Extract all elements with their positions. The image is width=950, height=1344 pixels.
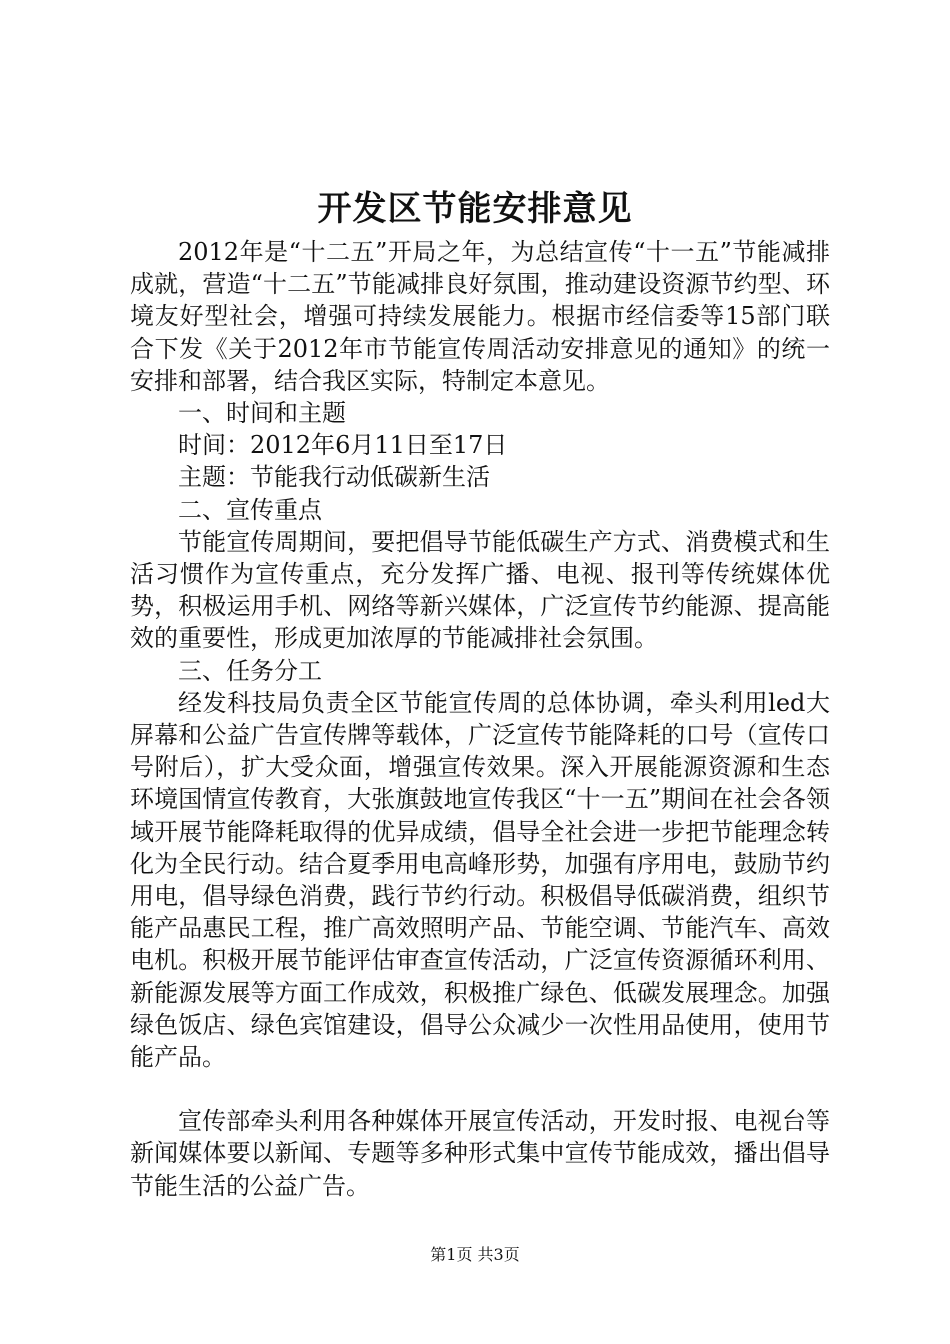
section-heading-tasks: 三、任务分工: [178, 656, 322, 685]
section-heading-time-theme: 一、时间和主题: [178, 399, 346, 428]
page-footer: 第1页 共3页: [430, 1245, 520, 1264]
document-title: 开发区节能安排意见: [317, 189, 633, 229]
publicity-paragraph: 宣传部牵头利用各种媒体开展宣传活动，开发时报、电视台等新闻媒体要以新闻、专题等多种形式集中宣传节能成效，播出倡导节能生活的公益广告。: [130, 1107, 830, 1200]
section-heading-focus: 二、宣传重点: [178, 495, 322, 524]
theme-line: 主题：节能我行动低碳新生活: [178, 463, 490, 492]
intro-paragraph: 2012年是“十二五”开局之年，为总结宣传“十一五”节能减排成就，营造“十二五”节能减排良好氛围，推动建设资源节约型、环境友好型社会，增强可持续发展能力。根据市经信委等15部门联合下发《关于2012年市节能宣传周活动安排意见的通知》的统一安排和部署，结合我区实际，特制定本意见。: [130, 238, 830, 395]
time-line: 时间：2012年6月11日至17日: [178, 431, 508, 460]
tasks-paragraph: 经发科技局负责全区节能宣传周的总体协调，牵头利用led大屏幕和公益广告宣传牌等载体，广泛宣传节能降耗的口号（宣传口号附后），扩大受众面，增强宣传效果。深入开展能源资源和生态环境国情宣传教育，大张旗鼓地宣传我区“十一五”期间在社会各领域开展节能降耗取得的优异成绩，倡导全社会进一步把节能理念转化为全民行动。结合夏季用电高峰形势，加强有序用电，鼓励节约用电，倡导绿色消费，践行节约行动。积极倡导低碳消费，组织节能产品惠民工程，推广高效照明产品、节能空调、节能汽车、高效电机。积极开展节能评估审查宣传活动，广泛宣传资源循环利用、新能源发展等方面工作成效，积极推广绿色、低碳发展理念。加强绿色饭店、绿色宾馆建设，倡导公众减少一次性用品使用，使用节能产品。: [130, 688, 830, 1072]
focus-paragraph: 节能宣传周期间，要把倡导节能低碳生产方式、消费模式和生活习惯作为宣传重点，充分发挥广播、电视、报刊等传统媒体优势，积极运用手机、网络等新兴媒体，广泛宣传节约能源、提高能效的重要性，形成更加浓厚的节能减排社会氛围。: [130, 527, 830, 653]
document-body: [130, 236, 830, 1202]
